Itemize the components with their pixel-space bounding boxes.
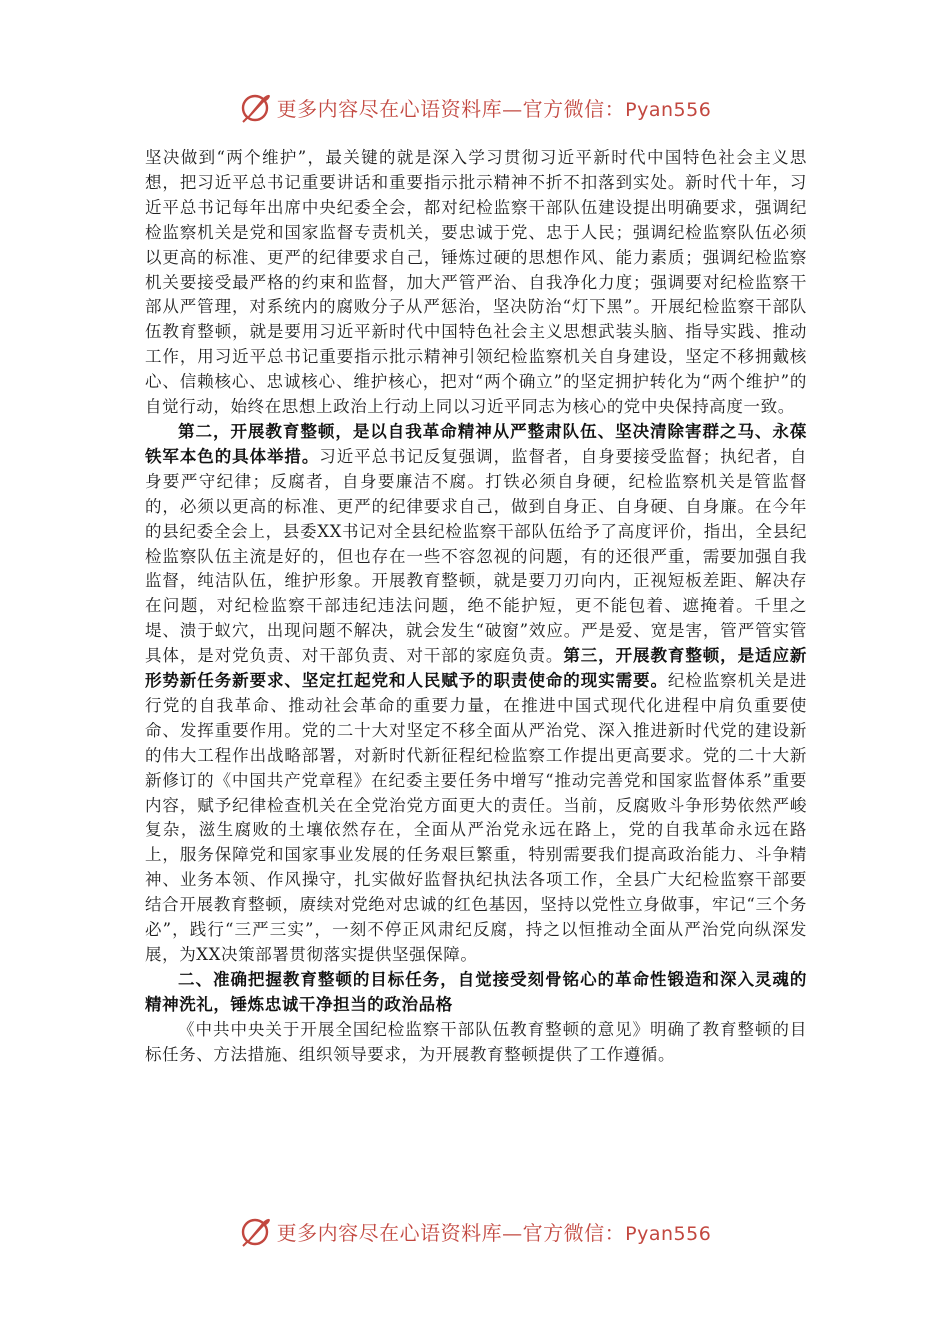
bold-text: 第三，开展教育整顿，是适应新形势新任务新要求、坚定扛起党和人民赋予的职责使命的现实需要。 xyxy=(145,646,807,691)
paragraph xyxy=(145,420,807,968)
section-heading xyxy=(145,968,807,1018)
watermark-banner-top xyxy=(0,84,950,130)
quill-logo-icon xyxy=(239,1214,273,1248)
watermark-text: 更多内容尽在心语资料库—官方微信：Pyan556 xyxy=(276,96,712,121)
bold-text: 第二，开展教育整顿，是以自我革命精神从严整肃队伍、坚决清除害群之马、永葆铁军本色的具体举措。 xyxy=(145,421,807,466)
document-body xyxy=(145,146,807,1068)
body-text: 纪检监察机关是进行党的自我革命、推动社会革命的重要力量，在推进中国式现代化进程中肩负重要使命、发挥重要作用。党的二十大对坚定不移全面从严治党、深入推进新时代党的建设新的伟大工程作出战略部署，对新时代新征程纪检监察工作提出更高要求。党的二十大新新修订的《中国共产党章程》在纪委主要任务中增写“推动完善党和国家监督体系”重要内容，赋予纪律检查机关在全党治党方面更大的责任。当前，反腐败斗争形势依然严峻复杂，滋生腐败的土壤依然存在，全面从严治党永远在路上，党的自我革命永远在路上，服务保障党和国家事业发展的任务艰巨繁重，特别需要我们提高政治能力、斗争精神、业务本领、作风操守，扎实做好监督执纪执法各项工作，全县广大纪检监察干部要结合开展教育整顿，赓续对党绝对忠诚的红色基因，坚持以党性立身做事，牢记“三个务必”，践行“三严三实”，一刻不停正风肃纪反腐，持之以恒推动全面从严治党向纵深发展，为XX决策部署贯彻落实提供坚强保障。 xyxy=(145,671,807,964)
body-text: 坚决做到“两个维护”，最关键的就是深入学习贯彻习近平新时代中国特色社会主义思想，把习近平总书记重要讲话和重要指示批示精神不折不扣落到实处。新时代十年，习近平总书记每年出席中央纪委全会，都对纪检监察干部队伍建设提出明确要求，强调纪检监察机关是党和国家监督专责机关，要忠诚于党、忠于人民；强调纪检监察队伍必须以更高的标准、更严的纪律要求自己，锤炼过硬的思想作风、能力素质；强调纪检监察机关要接受最严格的约束和监督，加大严管严治、自我净化力度；强调要对纪检监察干部从严管理，对系统内的腐败分子从严惩治，坚决防治“灯下黑”。开展纪检监察干部队伍教育整顿，就是要用习近平新时代中国特色社会主义思想武装头脑、指导实践、推动工作，用习近平总书记重要指示批示精神引领纪检监察机关自身建设，坚定不移拥戴核心、信赖核心、忠诚核心、维护核心，把对“两个确立”的坚定拥护转化为“两个维护”的自觉行动，始终在思想上政治上行动上同以习近平同志为核心的党中央保持高度一致。 xyxy=(145,148,807,417)
watermark-banner-bottom xyxy=(0,1208,950,1254)
body-text: 习近平总书记反复强调，监督者，自身要接受监督；执纪者，自身要严守纪律；反腐者，自身要廉洁不腐。打铁必须自身硬，纪检监察机关是管监督的，必须以更高的标准、更严的纪律要求自己，做到自身正、自身硬、自身廉。在今年的县纪委全会上，县委XX书记对全县纪检监察干部队伍给予了高度评价，指出，全县纪检监察队伍主流是好的，但也存在一些不容忽视的问题，有的还很严重，需要加强自我监督，纯洁队伍，维护形象。开展教育整顿，就是要刀刃向内，正视短板差距、解决存在问题，对纪检监察干部违纪违法问题，绝不能护短，更不能包着、遮掩着。千里之堤、溃于蚁穴，出现问题不解决，就会发生“破窗”效应。严是爱、宽是害，管严管实管具体，是对党负责、对干部负责、对干部的家庭负责。 xyxy=(145,446,807,666)
paragraph xyxy=(145,1018,807,1068)
bold-text: 二、准确把握教育整顿的目标任务，自觉接受刻骨铭心的革命性锻造和深入灵魂的精神洗礼，锤炼忠诚干净担当的政治品格 xyxy=(145,969,807,1014)
watermark-text: 更多内容尽在心语资料库—官方微信：Pyan556 xyxy=(276,1220,712,1245)
quill-logo-icon xyxy=(239,90,273,124)
body-text: 《中共中央关于开展全国纪检监察干部队伍教育整顿的意见》明确了教育整顿的目标任务、方法措施、组织领导要求，为开展教育整顿提供了工作遵循。 xyxy=(145,1019,807,1064)
paragraph xyxy=(145,146,807,420)
